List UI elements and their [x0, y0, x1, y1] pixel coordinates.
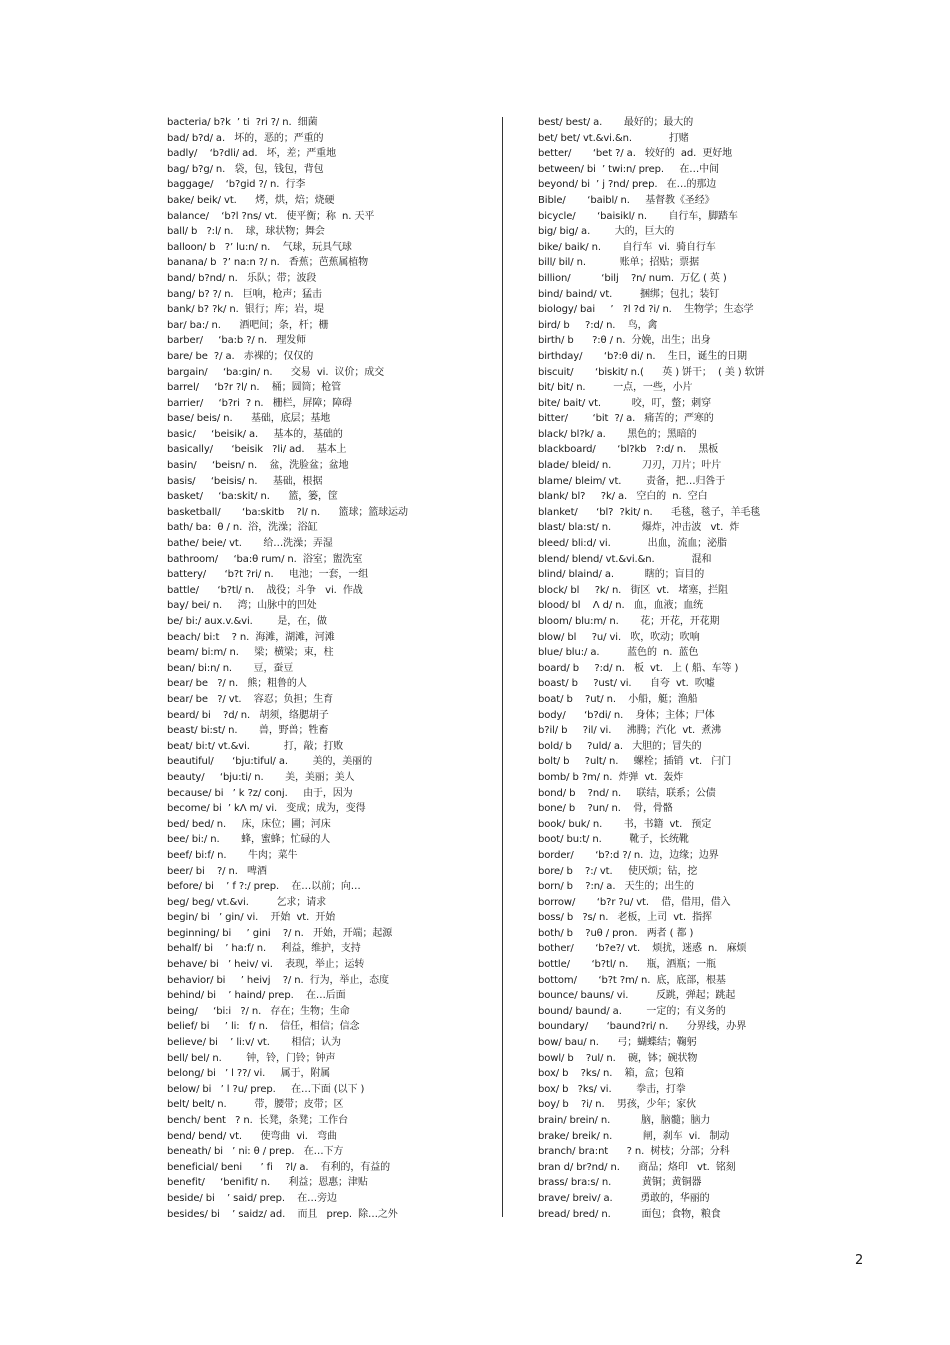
column-divider	[502, 117, 503, 1217]
vocab-entry: bathe/ beie/ vt. 给…洗澡；弄湿	[167, 538, 333, 550]
vocab-entry: bay/ bei/ n. 湾；山脉中的凹处	[167, 600, 317, 612]
vocab-entry: born/ b ?:n/ a. 天生的；出生的	[538, 881, 694, 893]
vocab-entry: best/ best/ a. 最好的；最大的	[538, 117, 694, 128]
vocab-entry: biology/ bai ’ ?l ?d ?i/ n. 生物学；生态学	[538, 304, 754, 316]
vocab-entry: blow/ bl ?u/ vi. 吹，吹动；吹响	[538, 631, 700, 643]
page-number: 2	[855, 1253, 864, 1268]
vocab-entry: bicycle/ ‘baisikl/ n. 自行车，脚踏车	[538, 210, 738, 222]
vocab-entry: bread/ bred/ n. 面包；食物，粮食	[538, 1208, 721, 1220]
vocab-entry: be/ bi:/ aux.v.&vi. 是，在，做	[167, 616, 327, 627]
vocab-entry: blue/ blu:/ a. 蓝色的 n. 蓝色	[538, 647, 699, 659]
vocab-entry: basic/ ‘beisik/ a. 基本的，基础的	[167, 428, 343, 440]
vocab-entry: bend/ bend/ vt. 使弯曲 vi. 弯曲	[167, 1130, 337, 1142]
vocab-entry: basis/ ‘beisis/ n. 基础，根据	[167, 475, 323, 487]
vocab-entry: basket/ ‘ba:skit/ n. 篮，篓，筐	[167, 491, 338, 503]
vocab-entry: border/ ‘b?:d ?/ n. 边，边缘；边界	[538, 849, 719, 861]
vocab-entry: beside/ bi ’ said/ prep. 在…旁边	[167, 1192, 337, 1204]
vocab-entry: boss/ b ?s/ n. 老板，上司 vt. 指挥	[538, 912, 712, 924]
vocab-entry: bore/ b ?:/ vt. 使厌烦；钻，挖	[538, 865, 698, 877]
vocab-entry: beginning/ bi ’ gini ?/ n. 开始，开端；起源	[167, 927, 393, 939]
vocab-entry: bang/ b? ?/ n. 巨响，枪声；猛击	[167, 288, 322, 300]
vocab-entry: bloom/ blu:m/ n. 花；开花，开花期	[538, 616, 720, 627]
vocab-entry: beach/ bi:t ? n. 海滩，湖滩，河滩	[167, 631, 335, 643]
vocab-entry: bleed/ bli:d/ vi. 出血，流血；泌脂	[538, 538, 727, 550]
vocab-entry: baggage/ ‘b?gid ?/ n. 行李	[167, 179, 306, 191]
vocab-entry: brain/ brein/ n. 脑，脑髓；脑力	[538, 1115, 711, 1126]
vocab-entry: brass/ bra:s/ n. 黄铜；黄铜器	[538, 1177, 702, 1189]
vocab-entry: bran d/ br?nd/ n. 商品；烙印 vt. 铭刻	[538, 1161, 736, 1173]
vocab-entry: bake/ beik/ vt. 烤，烘，焙；烧硬	[167, 194, 335, 206]
vocab-entry: beat/ bi:t/ vt.&vi. 打，敲；打败	[167, 740, 344, 752]
vocab-entry: bounce/ bauns/ vi. 反跳，弹起；跳起	[538, 990, 736, 1002]
vocab-entry: both/ b ?uθ / pron. 两者 ( 都 )	[538, 927, 694, 939]
vocab-entry: blade/ bleid/ n. 刀刃，刀片；叶片	[538, 460, 722, 472]
vocab-entry: bolt/ b ?ult/ n. 螺栓；插销 vt. 闩门	[538, 756, 732, 768]
vocab-entry: behalf/ bi ’ ha:f/ n. 利益，维护，支持	[167, 943, 361, 955]
vocab-entry: better/ ‘bet ?/ a. 较好的 ad. 更好地	[538, 148, 733, 160]
vocab-entry: barber/ ‘ba:b ?/ n. 理发师	[167, 335, 307, 347]
vocab-entry: balance/ ‘b?l ?ns/ vt. 使平衡；称 n. 天平	[167, 210, 375, 222]
vocab-entry: between/ bi ’ twi:n/ prep. 在…中间	[538, 163, 719, 175]
vocab-entry: bitter/ ‘bit ?/ a. 痛苦的；严寒的	[538, 413, 714, 425]
vocab-entry: beef/ bi:f/ n. 牛肉；菜牛	[167, 849, 298, 861]
vocab-entry: big/ big/ a. 大的，巨大的	[538, 226, 675, 238]
vocab-entry: brave/ breiv/ a. 勇敢的，华丽的	[538, 1192, 710, 1204]
vocab-entry: bomb/ b ?m/ n. 炸弹 vt. 轰炸	[538, 771, 684, 783]
vocab-entry: bad/ b?d/ a. 坏的，恶的；严重的	[167, 132, 324, 144]
vocab-entry: block/ bl ?k/ n. 街区 vt. 堵塞，拦阻	[538, 584, 728, 596]
vocab-entry: belief/ bi ’ li: f/ n. 信任，相信；信念	[167, 1021, 360, 1033]
vocab-entry: bag/ b?g/ n. 袋，包，钱包，背包	[167, 163, 324, 175]
vocab-entry: beg/ beg/ vt.&vi. 乞求；请求	[167, 896, 326, 908]
vocab-entry: blood/ bl Λ d/ n. 血，血液；血统	[538, 600, 704, 612]
vocab-entry: bond/ b ?nd/ n. 联结，联系；公债	[538, 787, 716, 799]
vocab-entry: branch/ bra:nt ? n. 树枝；分部；分科	[538, 1146, 730, 1158]
vocab-entry: bank/ b? ?k/ n. 银行；库；岩，堤	[167, 304, 325, 316]
vocab-entry: behavior/ bi ’ heivj ?/ n. 行为，举止，态度	[167, 974, 389, 986]
vocab-entry: bare/ be ?/ a. 赤裸的；仅仅的	[167, 350, 314, 362]
vocab-entry: bill/ bil/ n. 账单；招贴；票据	[538, 257, 699, 269]
vocab-entry: battery/ ‘b?t ?ri/ n. 电池；一套，一组	[167, 569, 369, 581]
vocab-entry: besides/ bi ’ saidz/ ad. 而且 prep. 除…之外	[167, 1208, 398, 1220]
vocab-entry: barrel/ ‘b?r ?l/ n. 桶；圆筒；枪管	[167, 382, 342, 394]
vocab-entry: box/ b ?ks/ n. 箱，盒；包箱	[538, 1068, 685, 1080]
vocab-entry: bold/ b ?uld/ a. 大胆的；冒失的	[538, 740, 702, 752]
vocab-entry: boat/ b ?ut/ n. 小船，艇；渔船	[538, 693, 698, 705]
vocab-entry: banana/ b ?’ na:n ?/ n. 香蕉；芭蕉属植物	[167, 257, 369, 269]
vocab-entry: board/ b ?:d/ n. 板 vt. 上 ( 船、车等 )	[538, 662, 739, 674]
vocab-entry: blackboard/ ‘bl?kb ?:d/ n. 黑板	[538, 444, 719, 456]
vocab-entry: belt/ belt/ n. 带，腰带；皮带；区	[167, 1099, 344, 1111]
vocab-entry: biscuit/ ‘biskit/ n.( 英 ) 饼干； ( 美 ) 软饼	[538, 366, 765, 378]
vocab-entry: believe/ bi ’ li:v/ vt. 相信；认为	[167, 1037, 341, 1049]
right-column	[538, 115, 858, 1222]
vocab-entry: black/ bl?k/ a. 黑色的；黑暗的	[538, 428, 697, 440]
vocab-entry: bed/ bed/ n. 床，床位；圃；河床	[167, 818, 331, 830]
vocab-entry: begin/ bi ’ gin/ vi. 开始 vt. 开始	[167, 912, 336, 924]
vocab-entry: behind/ bi ’ haind/ prep. 在…后面	[167, 990, 346, 1002]
vocab-entry: box/ b ?ks/ vi. 拳击，打拳	[538, 1083, 686, 1095]
vocab-entry: bind/ baind/ vt. 捆绑；包扎；装钉	[538, 288, 720, 300]
vocab-entry: basin/ ‘beisn/ n. 盆，洗脸盆；盆地	[167, 460, 349, 472]
vocab-entry: billion/ ‘bilj ?n/ num. 万亿 ( 英 )	[538, 272, 727, 284]
vocab-entry: blank/ bl? ?k/ a. 空白的 n. 空白	[538, 491, 708, 503]
vocab-entry: bite/ bait/ vt. 咬，叮，螫；刺穿	[538, 397, 711, 409]
vocab-entry: beyond/ bi ’ j ?nd/ prep. 在…的那边	[538, 179, 717, 191]
vocab-entry: blanket/ ‘bl? ?kit/ n. 毛毯，毯子，羊毛毯	[538, 506, 761, 518]
vocab-entry: bottle/ ‘b?tl/ n. 瓶，酒瓶；一瓶	[538, 959, 716, 971]
vocab-entry: boast/ b ?ust/ vi. 自夸 vt. 吹嘘	[538, 678, 715, 690]
vocab-entry: bar/ ba:/ n. 酒吧间；条，杆；栅	[167, 319, 329, 331]
vocab-entry: brake/ breik/ n. 闸，刹车 vi. 制动	[538, 1130, 730, 1142]
vocab-entry: beneficial/ beni ’ fi ?l/ a. 有利的，有益的	[167, 1161, 391, 1173]
vocab-entry: battle/ ‘b?tl/ n. 战役；斗争 vi. 作战	[167, 584, 363, 596]
vocab-entry: behave/ bi ’ heiv/ vi. 表现，举止；运转	[167, 959, 365, 971]
vocab-entry: book/ buk/ n. 书，书籍 vt. 预定	[538, 818, 712, 830]
vocab-entry: bacteria/ b?k ’ ti ?ri ?/ n. 细菌	[167, 117, 318, 128]
vocab-entry: become/ bi ’ kΛ m/ vi. 变成；成为，变得	[167, 803, 366, 815]
vocab-entry: beauty/ ‘bju:ti/ n. 美，美丽；美人	[167, 771, 355, 783]
vocab-entry: blast/ bla:st/ n. 爆炸，冲击波 vt. 炸	[538, 522, 740, 534]
vocab-entry: bathroom/ ‘ba:θ rum/ n. 浴室；盥洗室	[167, 553, 363, 565]
vocab-entry: band/ b?nd/ n. 乐队；带；波段	[167, 272, 317, 284]
vocab-entry: below/ bi ’ l ?u/ prep. 在…下面 (以下 )	[167, 1083, 365, 1095]
vocab-entry: bench/ bent ? n. 长凳，条凳；工作台	[167, 1115, 348, 1126]
vocab-entry: benefit/ ‘benifit/ n. 利益；恩惠；津贴	[167, 1177, 368, 1189]
vocab-entry: being/ ‘bi:i ?/ n. 存在；生物；生命	[167, 1005, 350, 1017]
vocab-entry: bow/ bau/ n. 弓；蝴蝶结；鞠躬	[538, 1037, 697, 1049]
vocab-entry: beast/ bi:st/ n. 兽，野兽；牲畜	[167, 725, 329, 737]
vocab-entry: beer/ bi ?/ n. 啤酒	[167, 865, 267, 877]
vocab-entry: because/ bi ’ k ?z/ conj. 由于，因为	[167, 787, 353, 799]
vocab-entry: bird/ b ?:d/ n. 鸟，禽	[538, 319, 658, 331]
vocab-entry: basketball/ ‘ba:skitb ?l/ n. 篮球；篮球运动	[167, 506, 408, 518]
vocab-entry: bit/ bit/ n. 一点，一些，小片	[538, 382, 693, 394]
vocab-entry: bowl/ b ?ul/ n. 碗，钵；碗状物	[538, 1052, 698, 1064]
vocab-entry: before/ bi ’ f ?:/ prep. 在…以前；向…	[167, 881, 361, 893]
vocab-entry: bet/ bet/ vt.&vi.&n. 打赌	[538, 132, 689, 144]
vocab-entry: birthday/ ‘b?:θ di/ n. 生日，诞生的日期	[538, 350, 747, 362]
vocab-entry: bound/ baund/ a. 一定的；有义务的	[538, 1005, 726, 1017]
vocab-entry: bone/ b ?un/ n. 骨，骨骼	[538, 803, 673, 815]
vocab-entry: barrier/ ‘b?ri ? n. 栅栏，屏障；障碍	[167, 397, 352, 409]
vocab-entry: bother/ ‘b?e?/ vt. 烦扰，迷惑 n. 麻烦	[538, 943, 747, 955]
vocab-entry: badly/ ‘b?dli/ ad. 坏，差；严重地	[167, 148, 336, 160]
vocab-entry: bell/ bel/ n. 钟，铃，门铃；钟声	[167, 1052, 336, 1064]
vocab-entry: beam/ bi:m/ n. 梁；横梁；束，柱	[167, 647, 334, 659]
vocab-entry: beneath/ bi ’ ni: θ / prep. 在…下方	[167, 1146, 344, 1158]
vocab-entry: base/ beis/ n. 基础，底层；基地	[167, 413, 331, 425]
vocab-entry: beard/ bi ?d/ n. 胡须，络腮胡子	[167, 709, 329, 721]
vocab-entry: boy/ b ?i/ n. 男孩，少年；家伙	[538, 1099, 697, 1111]
vocab-entry: bean/ bi:n/ n. 豆，蚕豆	[167, 662, 294, 674]
left-column	[167, 115, 487, 1222]
vocab-entry: body/ ‘b?di/ n. 身体；主体；尸体	[538, 709, 715, 721]
vocab-entry: b?il/ b ?il/ vi. 沸腾；汽化 vt. 煮沸	[538, 725, 722, 737]
vocab-entry: boundary/ ‘baund?ri/ n. 分界线，办界	[538, 1021, 747, 1033]
vocab-entry: bike/ baik/ n. 自行车 vi. 骑自行车	[538, 241, 716, 253]
vocab-entry: bargain/ ‘ba:gin/ n. 交易 vi. 议价；成交	[167, 366, 385, 378]
vocab-entry: blend/ blend/ vt.&vi.&n. 混和	[538, 553, 712, 565]
vocab-entry: balloon/ b ?’ lu:n/ n. 气球，玩具气球	[167, 241, 352, 253]
vocab-entry: blind/ blaind/ a. 瞎的；盲目的	[538, 569, 705, 581]
vocab-entry: bear/ be ?/ vt. 容忍；负担；生育	[167, 693, 334, 705]
vocab-entry: beautiful/ ‘bju:tiful/ a. 美的，美丽的	[167, 756, 372, 768]
vocab-entry: ball/ b ?:l/ n. 球，球状物；舞会	[167, 226, 325, 238]
vocab-entry: blame/ bleim/ vt. 责备，把…归咎于	[538, 475, 726, 487]
vocab-entry: bee/ bi:/ n. 蜂，蜜蜂；忙碌的人	[167, 834, 331, 846]
vocab-entry: basically/ ‘beisik ?li/ ad. 基本上	[167, 444, 347, 456]
vocab-entry: Bible/ ‘baibl/ n. 基督教《圣经》	[538, 194, 715, 206]
vocab-entry: belong/ bi ’ l ??/ vi. 属于，附属	[167, 1068, 331, 1080]
vocab-entry: borrow/ ‘b?r ?u/ vt. 借，借用，借入	[538, 896, 731, 908]
vocab-entry: bear/ be ?/ n. 熊；粗鲁的人	[167, 678, 307, 690]
vocab-entry: boot/ bu:t/ n. 靴子，长统靴	[538, 834, 689, 846]
vocab-entry: bottom/ ‘b?t ?m/ n. 底，底部，根基	[538, 974, 726, 986]
vocab-entry: birth/ b ?:θ / n. 分娩，出生；出身	[538, 335, 711, 347]
vocab-entry: bath/ ba: θ / n. 浴，洗澡；浴缸	[167, 522, 318, 534]
